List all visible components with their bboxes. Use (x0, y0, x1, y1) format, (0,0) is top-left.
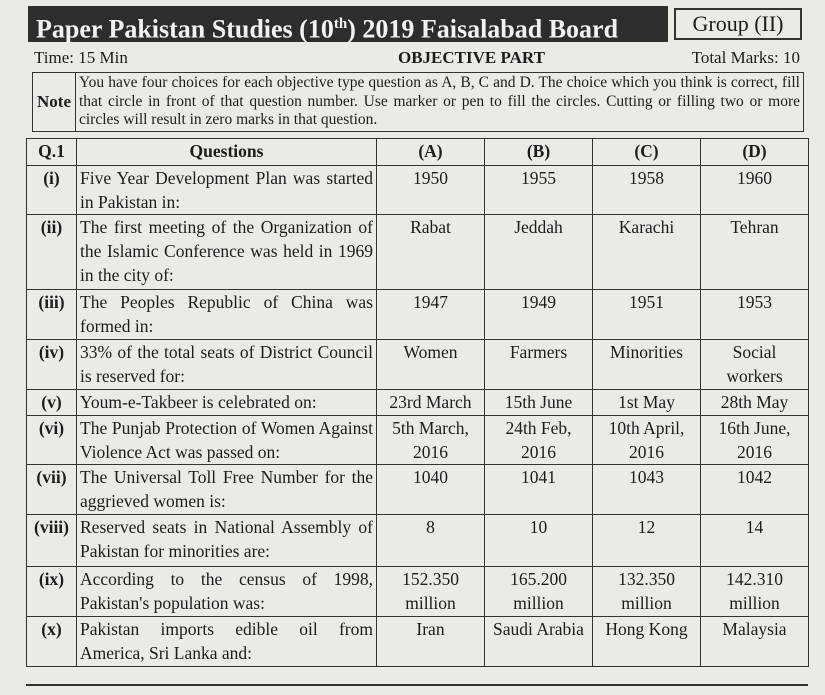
option-c: Hong Kong (593, 617, 701, 667)
option-c: 12 (593, 515, 701, 567)
option-a: 1950 (377, 166, 485, 215)
question-text: Pakistan imports edible oil from America, Sri Lanka and: (77, 617, 377, 667)
option-a: 5th March, 2016 (377, 416, 485, 465)
option-d: 28th May (701, 390, 809, 416)
option-a: Women (377, 340, 485, 390)
question-number: (vii) (27, 465, 77, 515)
question-text: Reserved seats in National Assembly of Pakistan for minorities are: (77, 515, 377, 567)
option-a: 1947 (377, 290, 485, 340)
questions-table (26, 138, 809, 667)
question-text: The Universal Toll Free Number for the aggrieved women is: (77, 465, 377, 515)
question-text: 33% of the total seats of District Council is reserved for: (77, 340, 377, 390)
table-row (27, 617, 809, 667)
note-text: You have four choices for each objective type question as A, B, C and D. The choice which you think is correct, fill that circle in front of that question number. Use marker or pen to fill the circles. Cutting or filling two or more circles will result in zero marks in that question. (79, 74, 800, 128)
title-suffix: ) 2019 Faisalabad Board (347, 14, 619, 44)
question-text: According to the census of 1998, Pakistan's population was: (77, 567, 377, 617)
question-number: (ix) (27, 567, 77, 617)
header-option-d: (D) (701, 139, 809, 166)
question-number: (vi) (27, 416, 77, 465)
marks-label: Total Marks: 10 (691, 48, 800, 67)
question-number: (i) (27, 166, 77, 215)
table-header-row (27, 139, 809, 166)
option-d: Tehran (701, 215, 809, 290)
option-a: 152.350 million (377, 567, 485, 617)
question-text: The first meeting of the Organization of the Islamic Conference was held in 1969 in the city of: (77, 215, 377, 290)
option-b: 1041 (485, 465, 593, 515)
table-row (27, 290, 809, 340)
option-d: 1042 (701, 465, 809, 515)
header-option-b: (B) (485, 139, 593, 166)
option-b: 1949 (485, 290, 593, 340)
option-d: 1953 (701, 290, 809, 340)
question-number: (iv) (27, 340, 77, 390)
option-c: 132.350 million (593, 567, 701, 617)
table-row (27, 567, 809, 617)
option-d: 16th June, 2016 (701, 416, 809, 465)
header-option-c: (C) (593, 139, 701, 166)
option-b: 24th Feb, 2016 (485, 416, 593, 465)
question-text: The Peoples Republic of China was formed in: (77, 290, 377, 340)
question-text: Five Year Development Plan was started in Pakistan in: (77, 166, 377, 215)
table-row (27, 515, 809, 567)
option-c: Minorities (593, 340, 701, 390)
option-c: 1951 (593, 290, 701, 340)
option-d: Social workers (701, 340, 809, 390)
option-b: 15th June (485, 390, 593, 416)
table-row (27, 215, 809, 290)
option-c: Karachi (593, 215, 701, 290)
option-c: 1958 (593, 166, 701, 215)
option-c: 1043 (593, 465, 701, 515)
time-label: Time: 15 Min (34, 48, 128, 67)
option-b: 165.200 million (485, 567, 593, 617)
header-option-a: (A) (377, 139, 485, 166)
header-questions: Questions (77, 139, 377, 166)
paper-title (28, 6, 668, 42)
option-a: Iran (377, 617, 485, 667)
info-row (32, 47, 800, 69)
table-row (27, 465, 809, 515)
table-row (27, 390, 809, 416)
question-number: (x) (27, 617, 77, 667)
option-d: Malaysia (701, 617, 809, 667)
option-a: 1040 (377, 465, 485, 515)
option-d: 14 (701, 515, 809, 567)
option-c: 1st May (593, 390, 701, 416)
question-number: (ii) (27, 215, 77, 290)
option-b: Farmers (485, 340, 593, 390)
note-label: Note (33, 73, 76, 131)
option-b: Saudi Arabia (485, 617, 593, 667)
note-box (32, 72, 804, 132)
option-c: 10th April, 2016 (593, 416, 701, 465)
table-row (27, 166, 809, 215)
option-a: Rabat (377, 215, 485, 290)
option-d: 142.310 million (701, 567, 809, 617)
option-b: 1955 (485, 166, 593, 215)
bottom-divider (26, 684, 808, 686)
question-number: (v) (27, 390, 77, 416)
option-b: Jeddah (485, 215, 593, 290)
question-number: (viii) (27, 515, 77, 567)
part-label: OBJECTIVE PART (398, 48, 545, 67)
option-b: 10 (485, 515, 593, 567)
question-text: Youm-e-Takbeer is celebrated on: (77, 390, 377, 416)
question-number: (iii) (27, 290, 77, 340)
title-prefix: Paper Pakistan Studies (10 (36, 14, 334, 44)
table-row (27, 340, 809, 390)
header-qnum: Q.1 (27, 139, 77, 166)
option-d: 1960 (701, 166, 809, 215)
question-text: The Punjab Protection of Women Against Violence Act was passed on: (77, 416, 377, 465)
table-row (27, 416, 809, 465)
group-label: Group (II) (674, 8, 802, 40)
option-a: 23rd March (377, 390, 485, 416)
option-a: 8 (377, 515, 485, 567)
title-superscript: th (333, 16, 348, 32)
